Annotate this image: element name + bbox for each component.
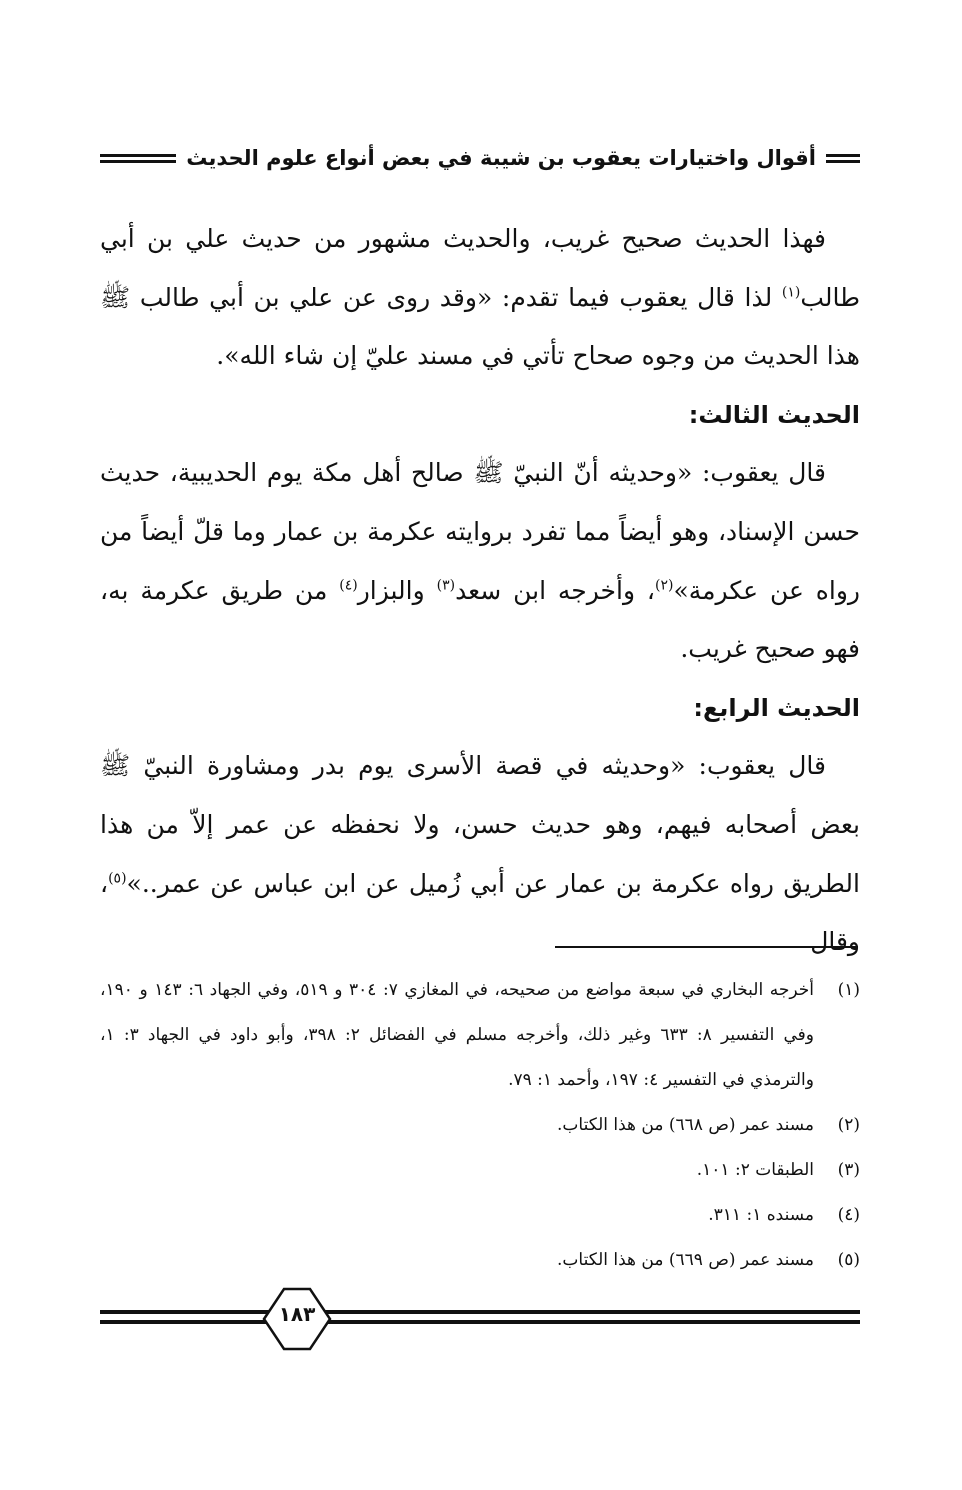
footnote-text: الطبقات ٢: ١٠١. (696, 1160, 814, 1180)
footnote-text: مسند عمر (ص ٦٦٩) من هذا الكتاب. (557, 1250, 814, 1270)
header-title: أقوال واختيارات يعقوب بن شيبة في بعض أنواع علوم الحديث (186, 146, 816, 170)
footnote-ref-4: (٤) (339, 577, 358, 594)
footnote-ref-5: (٥) (108, 870, 127, 887)
paragraph-1-text-a: فهذا الحديث صحيح غريب، والحديث مشهور من حديث علي بن أبي طالب (100, 224, 860, 312)
footnote-number: (٢) (837, 1115, 860, 1135)
footnote-4 (100, 1193, 860, 1238)
paragraph-2 (100, 444, 860, 678)
footnote-1 (100, 968, 860, 1103)
footnote-ref-1: (١) (781, 284, 801, 301)
paragraph-1-text-b: لذا قال يعقوب فيما تقدم: «وقد روى عن علي بن أبي طالب ﷺ هذا الحديث من وجوه صحاح تأتي في مسند عليّ إن شاء الله». (100, 282, 860, 371)
paragraph-2-text-c: والبزار (357, 575, 437, 605)
paragraph-2-text-b: ، وأخرجه ابن سعد (455, 575, 655, 605)
footnote-5 (100, 1238, 860, 1283)
paragraph-3 (100, 737, 860, 971)
footnote-text: مسنده ١: ٣١١. (708, 1205, 814, 1225)
main-text (100, 210, 860, 972)
footnote-ref-2: (٢) (655, 577, 674, 594)
heading-hadith-3: الحديث الثالث: (688, 400, 860, 429)
running-header (100, 138, 860, 178)
footnote-number: (٣) (837, 1160, 860, 1180)
footnote-3 (100, 1148, 860, 1193)
heading-hadith-4: الحديث الرابع: (693, 693, 860, 722)
footnote-ref-3: (٣) (436, 577, 456, 594)
paragraph-2-text-d: من طريق عكرمة به، فهو صحيح غريب. (100, 575, 860, 664)
footnote-text: مسند عمر (ص ٦٦٨) من هذا الكتاب. (557, 1115, 814, 1135)
header-rule-right (826, 154, 860, 163)
footnote-2 (100, 1103, 860, 1148)
paragraph-3-text-b: ، وقال (100, 868, 860, 957)
footnote-number: (١) (837, 980, 860, 1000)
paragraph-1 (100, 210, 860, 386)
footnote-number: (٤) (837, 1205, 860, 1225)
footnote-number: (٥) (837, 1250, 860, 1270)
page-number: ١٨٣ (278, 1302, 316, 1326)
footer-double-rule (100, 1310, 860, 1324)
footnote-text: أخرجه البخاري في سبعة مواضع من صحيحه، في المغازي ٧: ٣٠٤ و ٥١٩، وفي الجهاد ٦: ١٤٣ و ١٩٠، وفي التفسير ٨: ٦٣٣ وغير ذلك، وأخرجه مسلم في الفضائل ٢: ٣٩٨، وأبو داود في الجهاد ٣: ١، والترمذي في التفسير ٤: ١٩٧، وأحمد ١: ٧٩. (100, 980, 814, 1090)
header-rule-left (100, 154, 176, 163)
page-footer (100, 1286, 860, 1352)
paragraph-3-text-a: قال يعقوب: «وحديثه في قصة الأسرى يوم بدر ومشاورة النبيّ ﷺ بعض أصحابه فيهم، وهو حديث حسن، ولا نحفظه عن عمر إلاّ من هذا الطريق رواه عكرمة بن عمار عن أبي زُميل عن ابن عباس عن عمر..» (100, 751, 860, 898)
paragraph-2-text-a: قال يعقوب: «وحديثه أنّ النبيّ ﷺ صالح أهل مكة يوم الحديبية، حديث حسن الإسناد، وهو أيضاً مما تفرد بروايته عكرمة بن عمار وما قلّ أيضاً من رواه عن عكرمة» (100, 458, 860, 605)
footnotes (100, 968, 860, 1283)
footnote-separator (555, 946, 858, 948)
